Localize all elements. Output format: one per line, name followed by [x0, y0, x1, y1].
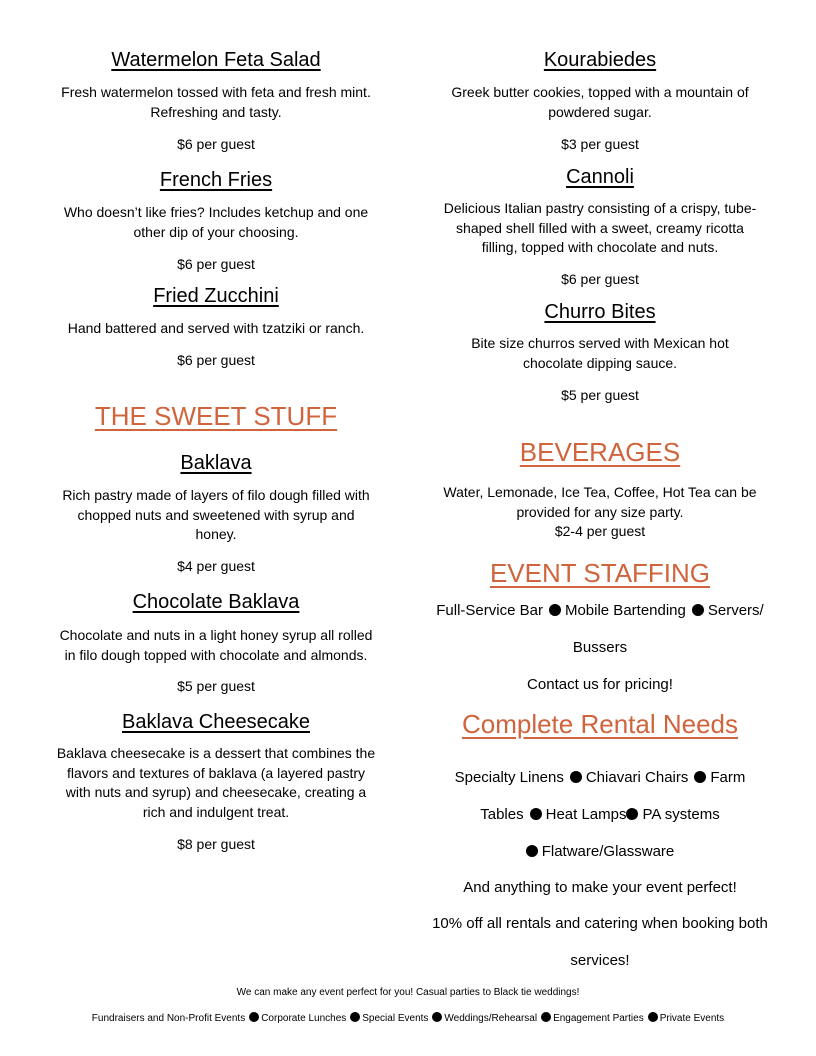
bullet-icon	[526, 845, 538, 857]
item-price: $6 per guest	[177, 352, 255, 368]
item-price: $4 per guest	[177, 558, 255, 574]
item-price: $6 per guest	[177, 136, 255, 152]
item-title: Fried Zucchini	[153, 285, 279, 307]
item-desc: Who doesn’t like fries? Includes ketchup and one other dip of your choosing.	[63, 204, 369, 240]
bullet-icon	[692, 604, 704, 616]
section-title-event-staffing: EVENT STAFFING	[489, 558, 711, 588]
rentals-discount: 10% off all rentals and catering when booking both	[432, 915, 768, 932]
section-title-sweet-stuff: THE SWEET STUFF	[94, 401, 338, 431]
item-price: $6 per guest	[561, 271, 639, 287]
item-title: Chocolate Baklava	[132, 591, 300, 613]
staffing-services: Full-Service Bar Mobile Bartending Servers/	[436, 602, 764, 619]
item-desc: Delicious Italian pastry consisting of a crispy, tube- shaped shell filled with a sweet, creamy ricotta filling, topped with chocolate and nuts.	[443, 200, 757, 255]
item-price: $5 per guest	[177, 678, 255, 694]
item-desc: Baklava cheesecake is a dessert that combines the flavors and textures of baklava (a layered pastry with nuts and syrup) and cheesecake, creating a rich and indulgent treat.	[56, 745, 376, 820]
rentals-line-3: Flatware/Glassware	[418, 842, 782, 862]
bullet-icon	[626, 808, 638, 820]
item-desc: Greek butter cookies, topped with a mountain of powdered sugar.	[451, 84, 749, 120]
item-price: $3 per guest	[561, 136, 639, 152]
footer-tagline: We can make any event perfect for you! Casual parties to Black tie weddings!	[236, 987, 580, 998]
item-desc: Hand battered and served with tzatziki or ranch.	[67, 320, 365, 336]
bullet-icon	[694, 771, 706, 783]
item-desc: Rich pastry made of layers of filo dough filled with chopped nuts and sweetened with syrup and honey.	[62, 487, 370, 542]
item-title: Churro Bites	[544, 301, 656, 323]
item-title: Cannoli	[566, 166, 634, 188]
bullet-icon	[432, 1012, 442, 1022]
item-price: $6 per guest	[177, 256, 255, 272]
bullet-icon	[570, 771, 582, 783]
item-price: $8 per guest	[177, 836, 255, 852]
footer-events: Fundraisers and Non-Profit Events Corporate Lunches Special Events Weddings/Rehearsal Engagement Parties Private Events	[91, 1013, 725, 1024]
bullet-icon	[249, 1012, 259, 1022]
rentals-line-1: Specialty Linens Chiavari Chairs Farm	[454, 769, 746, 786]
bullet-icon	[549, 604, 561, 616]
item-desc: Bite size churros served with Mexican hot chocolate dipping sauce.	[471, 335, 729, 371]
bullet-icon	[350, 1012, 360, 1022]
item-title: Baklava	[180, 452, 252, 474]
bullet-icon	[530, 808, 542, 820]
item-title: French Fries	[159, 169, 273, 191]
rentals-discount-cont: services!	[570, 952, 630, 969]
item-desc: Fresh watermelon tossed with feta and fresh mint. Refreshing and tasty.	[61, 84, 371, 120]
staffing-contact: Contact us for pricing!	[527, 676, 673, 693]
item-title: Watermelon Feta Salad	[111, 49, 321, 71]
staffing-services-cont: Bussers	[572, 639, 628, 656]
item-title: Baklava Cheesecake	[122, 711, 310, 733]
section-title-rentals: Complete Rental Needs	[461, 709, 739, 739]
rentals-anything: And anything to make your event perfect!	[463, 879, 737, 896]
item-price: $5 per guest	[561, 387, 639, 403]
item-desc: Chocolate and nuts in a light honey syrup all rolled in filo dough topped with chocolate and almonds.	[59, 627, 373, 663]
rentals-line-2: Tables Heat Lamps PA systems	[480, 806, 720, 823]
section-title-beverages: BEVERAGES	[519, 437, 681, 467]
beverages-desc: Water, Lemonade, Ice Tea, Coffee, Hot Tea can be provided for any size party. $2-4 per guest	[443, 484, 757, 539]
item-title: Kourabiedes	[543, 49, 657, 71]
bullet-icon	[541, 1012, 551, 1022]
bullet-icon	[648, 1012, 658, 1022]
